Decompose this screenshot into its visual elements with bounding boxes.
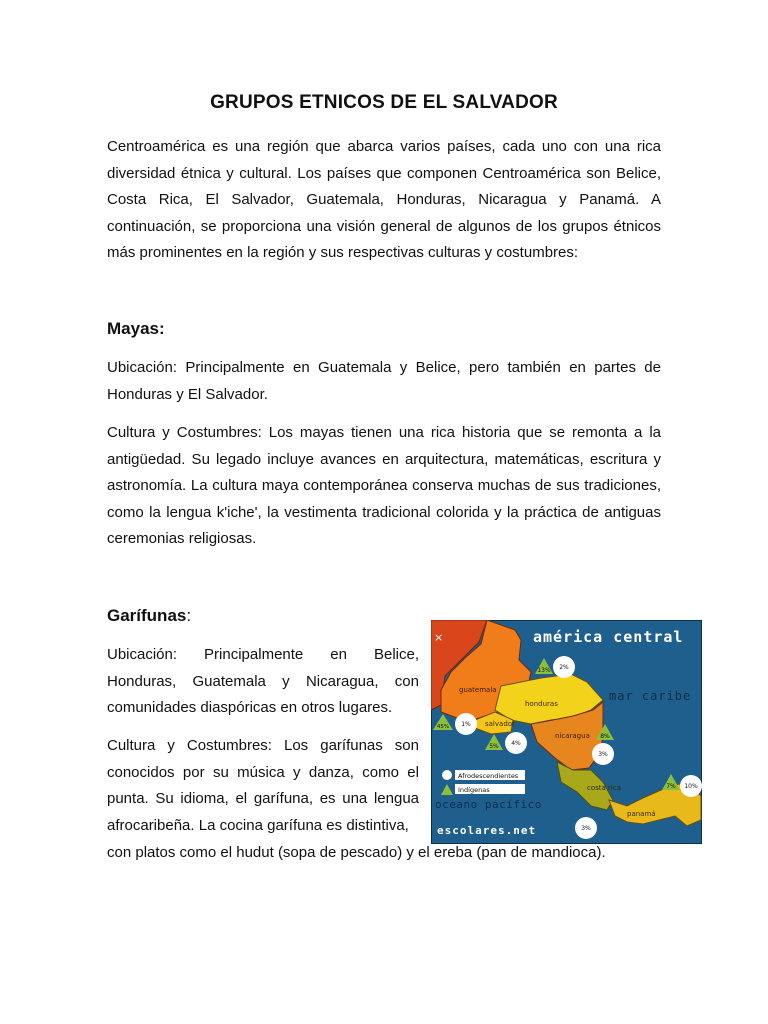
map-badge-nica-circle-label: 3%	[598, 751, 608, 758]
map-badge-belice-triangle-label: 13%	[537, 667, 551, 674]
map-label-panama: panamá	[627, 810, 656, 818]
map-title: américa central	[533, 628, 684, 646]
map-badge-nica-triangle-label: 8%	[600, 733, 610, 740]
map-label-oceano: oceano pacífico	[435, 798, 542, 811]
map-label-guatemala: guatemala	[459, 686, 497, 694]
map-badge-salv-triangle-label: 5%	[489, 743, 499, 750]
map-badge-belice-circle-label: 2%	[559, 664, 569, 671]
map-legend-afro-icon	[442, 770, 452, 780]
map-label-salvador: salvador	[485, 720, 515, 728]
map-badge-pan-circle-label: 10%	[684, 783, 698, 790]
map-label-costa-rica: costa rica	[587, 784, 621, 792]
document-title: GRUPOS ETNICOS DE EL SALVADOR	[210, 92, 558, 113]
map-label-nicaragua: nicaragua	[555, 732, 590, 740]
mayas-heading: Mayas:	[107, 319, 165, 338]
central-america-map	[431, 620, 702, 844]
map-close-icon: ×	[434, 631, 444, 644]
garifunas-ubicacion-paragraph: Ubicación: Principalmente en Belice, Honduras, Guatemala y Nicaragua, con comunidades diaspóricas en otros lugares.	[107, 646, 419, 717]
map-legend-indigenas-label: Indígenas	[458, 786, 490, 794]
garifunas-cultura-continuation: con platos como el hudut (sopa de pescado) y el ereba (pan de mandioca).	[107, 844, 606, 861]
garifunas-heading-colon: :	[186, 606, 192, 625]
intro-paragraph: Centroamérica es una región que abarca varios países, cada uno con una rica diversidad étnica y cultural. Los países que componen Centroamérica son Belice, Costa Rica, El Salvador, Guatemala, Honduras, Nicaragua y Panamá. A continuación, se proporciona una visión general de algunos de los grupos étnicos más prominentes en la región y sus respectivas culturas y costumbres:	[107, 138, 661, 262]
map-badge-guate-circle-label: 1%	[461, 721, 471, 728]
map-badge-guate-triangle-label: 45%	[436, 724, 450, 730]
map-badge-cr-circle-label: 3%	[581, 825, 591, 832]
map-svg	[431, 620, 702, 844]
map-badge-pan-triangle-label: 7%	[666, 783, 676, 790]
map-label-honduras: honduras	[525, 700, 558, 708]
garifunas-heading	[107, 606, 191, 626]
garifunas-heading-text: Garífunas	[107, 606, 187, 625]
map-legend-afro-label: Afrodescendientes	[458, 772, 519, 780]
map-label-mar-caribe: mar caribe	[609, 689, 692, 703]
mayas-cultura-paragraph: Cultura y Costumbres: Los mayas tienen una rica historia que se remonta a la antigüedad. Su legado incluye avances en arquitectura, matemáticas, escritura y astronomía. La cultura maya contemporánea conserva muchas de sus tradiciones, como la lengua k'iche', la vestimenta tradicional colorida y la práctica de antiguas ceremonias religiosas.	[107, 424, 661, 548]
garifunas-cultura-paragraph: Cultura y Costumbres: Los garífunas son conocidos por su música y danza, como el punta. Su idioma, el garífuna, es una lengua afrocaribeña. La cocina garífuna es distintiva,	[107, 737, 419, 834]
mayas-ubicacion-paragraph: Ubicación: Principalmente en Guatemala y Belice, pero también en partes de Honduras y El Salvador.	[107, 359, 661, 403]
map-credit: escolares.net	[437, 824, 537, 837]
map-badge-salv-circle-label: 4%	[511, 740, 521, 747]
